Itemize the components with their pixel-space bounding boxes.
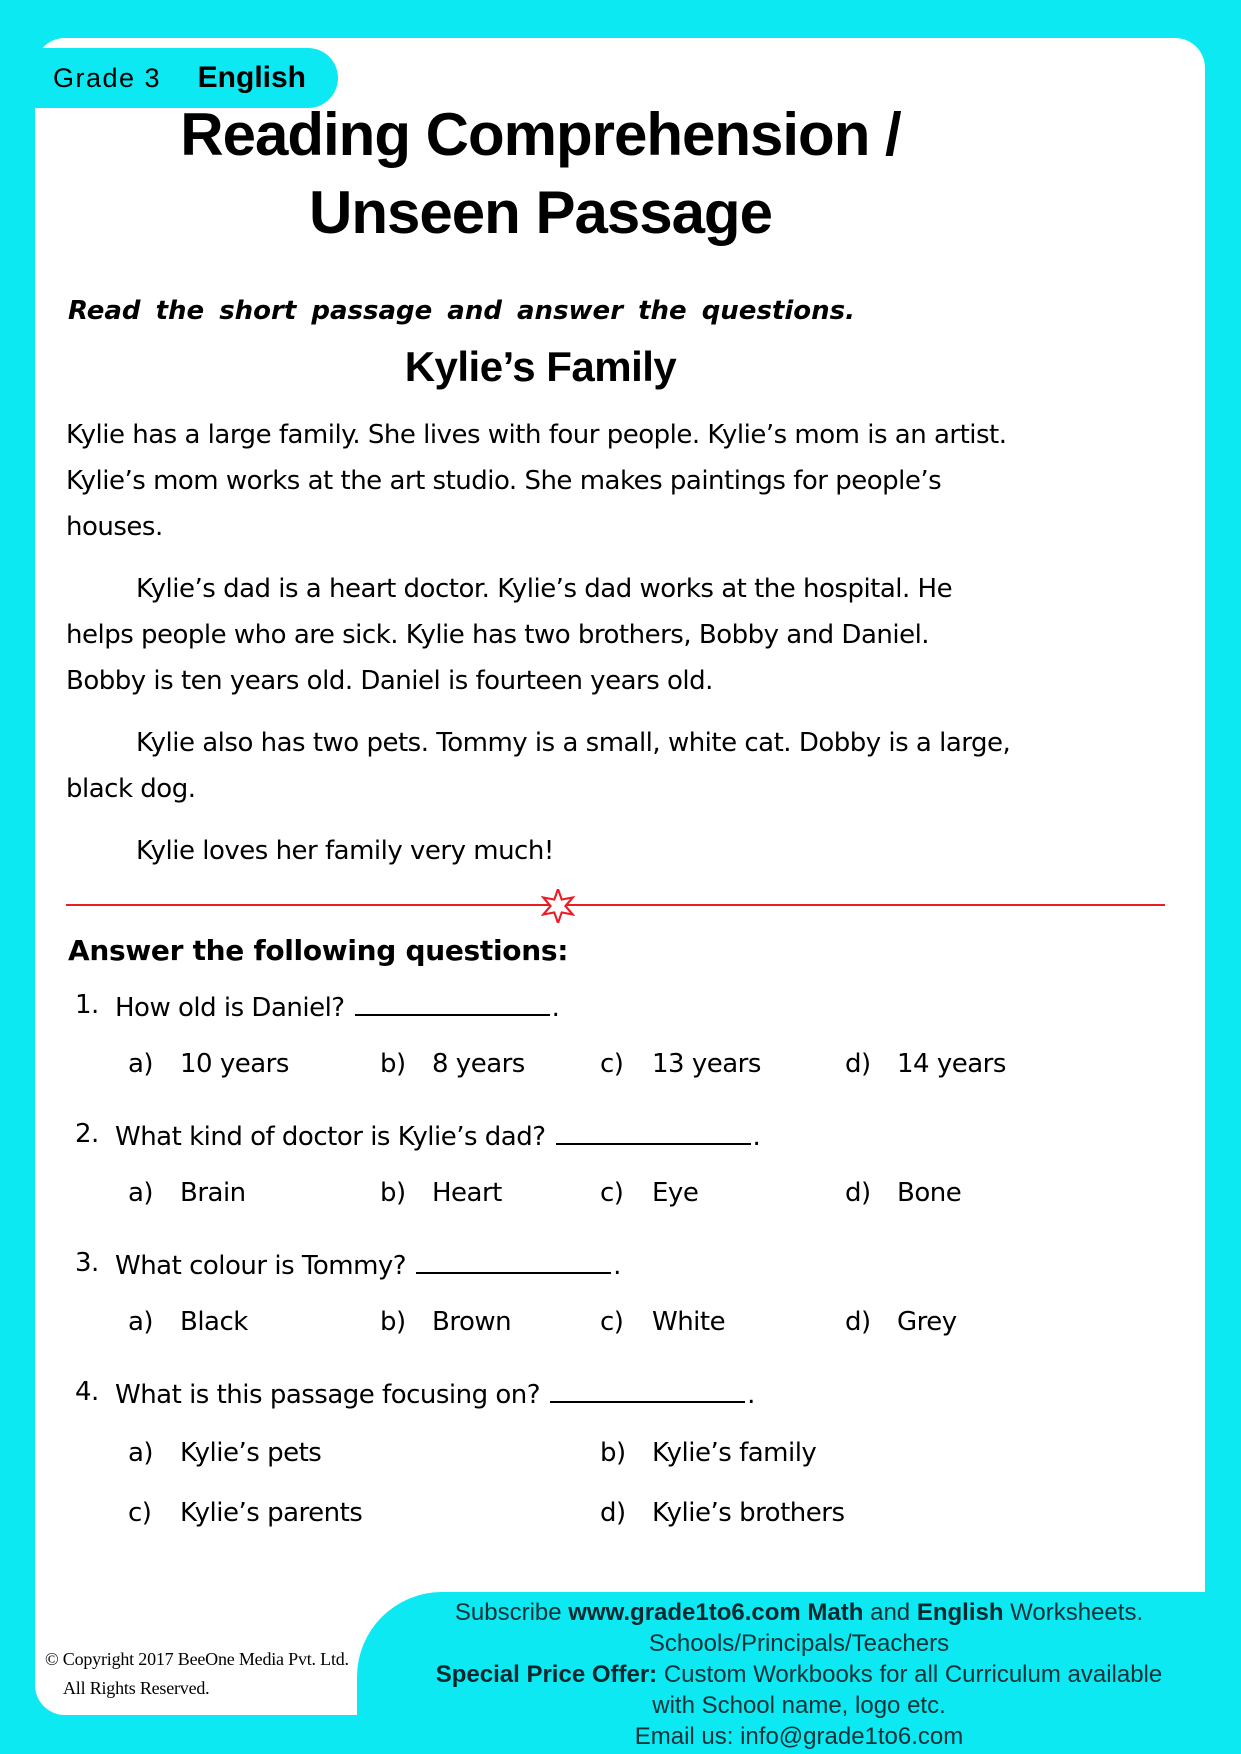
question-4 — [66, 1375, 1015, 1530]
subject-label: English — [197, 61, 306, 94]
question-2-line — [75, 1117, 1015, 1154]
page-title-line1: Reading Comprehension / — [180, 101, 901, 168]
promo-offer-line: Special Price Offer: Custom Workbooks for all Curriculum available — [435, 1661, 1163, 1688]
option-q1-a[interactable]: a) 10 years — [128, 1049, 289, 1079]
option-q3-a[interactable]: a) Black — [128, 1307, 248, 1337]
option-q4-c[interactable]: c) Kylie’s parents — [128, 1498, 363, 1528]
question-2-options — [66, 1176, 1015, 1210]
answer-blank-q4[interactable] — [550, 1375, 745, 1403]
question-3 — [66, 1246, 1015, 1339]
promo-footer — [357, 1592, 1241, 1754]
worksheet-sheet — [35, 38, 1205, 1715]
option-q4-a[interactable]: a) Kylie’s pets — [128, 1438, 322, 1468]
option-q2-a[interactable]: a) Brain — [128, 1178, 246, 1208]
question-1-line — [75, 988, 1015, 1025]
instruction-text: Read the short passage and answer the questions. — [68, 296, 855, 326]
option-q1-d[interactable]: d) 14 years — [845, 1049, 1006, 1079]
passage-paragraph-4: Kylie loves her family very much! — [136, 836, 554, 866]
question-number: 3. — [75, 1248, 99, 1278]
question-number: 2. — [75, 1119, 99, 1149]
option-q1-c[interactable]: c) 13 years — [600, 1049, 761, 1079]
question-number: 1. — [75, 990, 99, 1020]
answer-blank-q2[interactable] — [556, 1117, 751, 1145]
page-title — [66, 96, 1015, 252]
option-q3-c[interactable]: c) White — [600, 1307, 726, 1337]
question-3-line — [75, 1246, 1015, 1283]
question-1 — [66, 988, 1015, 1081]
promo-offer-line2: with School name, logo etc. — [652, 1692, 946, 1719]
answer-blank-q1[interactable] — [355, 988, 550, 1016]
question-text: What is this passage focusing on? . — [115, 1375, 755, 1412]
question-text: What kind of doctor is Kylie’s dad? . — [115, 1117, 760, 1154]
passage-heading: Kylie’s Family — [404, 343, 677, 390]
option-q3-d[interactable]: d) Grey — [845, 1307, 957, 1337]
question-1-options — [66, 1047, 1015, 1081]
promo-subscribe-line: Subscribe www.grade1to6.com Math and English Worksheets. — [454, 1599, 1144, 1626]
section-divider — [66, 904, 1165, 906]
question-number: 4. — [75, 1377, 99, 1407]
option-q2-c[interactable]: c) Eye — [600, 1178, 699, 1208]
passage-paragraph-1: Kylie has a large family. She lives with four people. Kylie’s mom is an artist. Kylie’s mom works at the art studio. She makes paintings for people’s houses. — [66, 420, 1007, 542]
option-q2-d[interactable]: d) Bone — [845, 1178, 962, 1208]
option-q2-b[interactable]: b) Heart — [380, 1178, 502, 1208]
worksheet-content — [35, 38, 1205, 1530]
question-4-line — [75, 1375, 1015, 1412]
passage-body — [66, 412, 1015, 874]
promo-email-line: Email us: info@grade1to6.com — [634, 1723, 964, 1750]
copyright-line1: © Copyright 2017 BeeOne Media Pvt. Ltd. — [45, 1649, 349, 1669]
question-2 — [66, 1117, 1015, 1210]
question-text: How old is Daniel? . — [115, 988, 559, 1025]
questions-heading: Answer the following questions: — [68, 934, 569, 967]
answer-blank-q3[interactable] — [416, 1246, 611, 1274]
question-4-options — [66, 1436, 1015, 1530]
option-q3-b[interactable]: b) Brown — [380, 1307, 512, 1337]
promo-audience-line: Schools/Principals/Teachers — [648, 1630, 950, 1657]
copyright-notice — [45, 1645, 349, 1703]
passage-paragraph-3: Kylie also has two pets. Tommy is a small, white cat. Dobby is a large, black dog. — [66, 728, 1011, 804]
passage-paragraph-2: Kylie’s dad is a heart doctor. Kylie’s dad works at the hospital. He helps people who are sick. Kylie has two brothers, Bobby and Daniel. Bobby is ten years old. Daniel is fourteen years old. — [66, 574, 953, 696]
grade-label: Grade 3 — [53, 62, 162, 93]
option-q4-d[interactable]: d) Kylie’s brothers — [600, 1498, 845, 1528]
option-q1-b[interactable]: b) 8 years — [380, 1049, 525, 1079]
page-title-line2: Unseen Passage — [309, 179, 772, 246]
question-3-options — [66, 1305, 1015, 1339]
question-text: What colour is Tommy? . — [115, 1246, 621, 1283]
promo-site-link: www.grade1to6.com Math — [568, 1599, 864, 1626]
copyright-line2: All Rights Reserved. — [63, 1678, 210, 1698]
six-pointed-star-icon — [541, 889, 575, 923]
option-q4-b[interactable]: b) Kylie’s family — [600, 1438, 817, 1468]
